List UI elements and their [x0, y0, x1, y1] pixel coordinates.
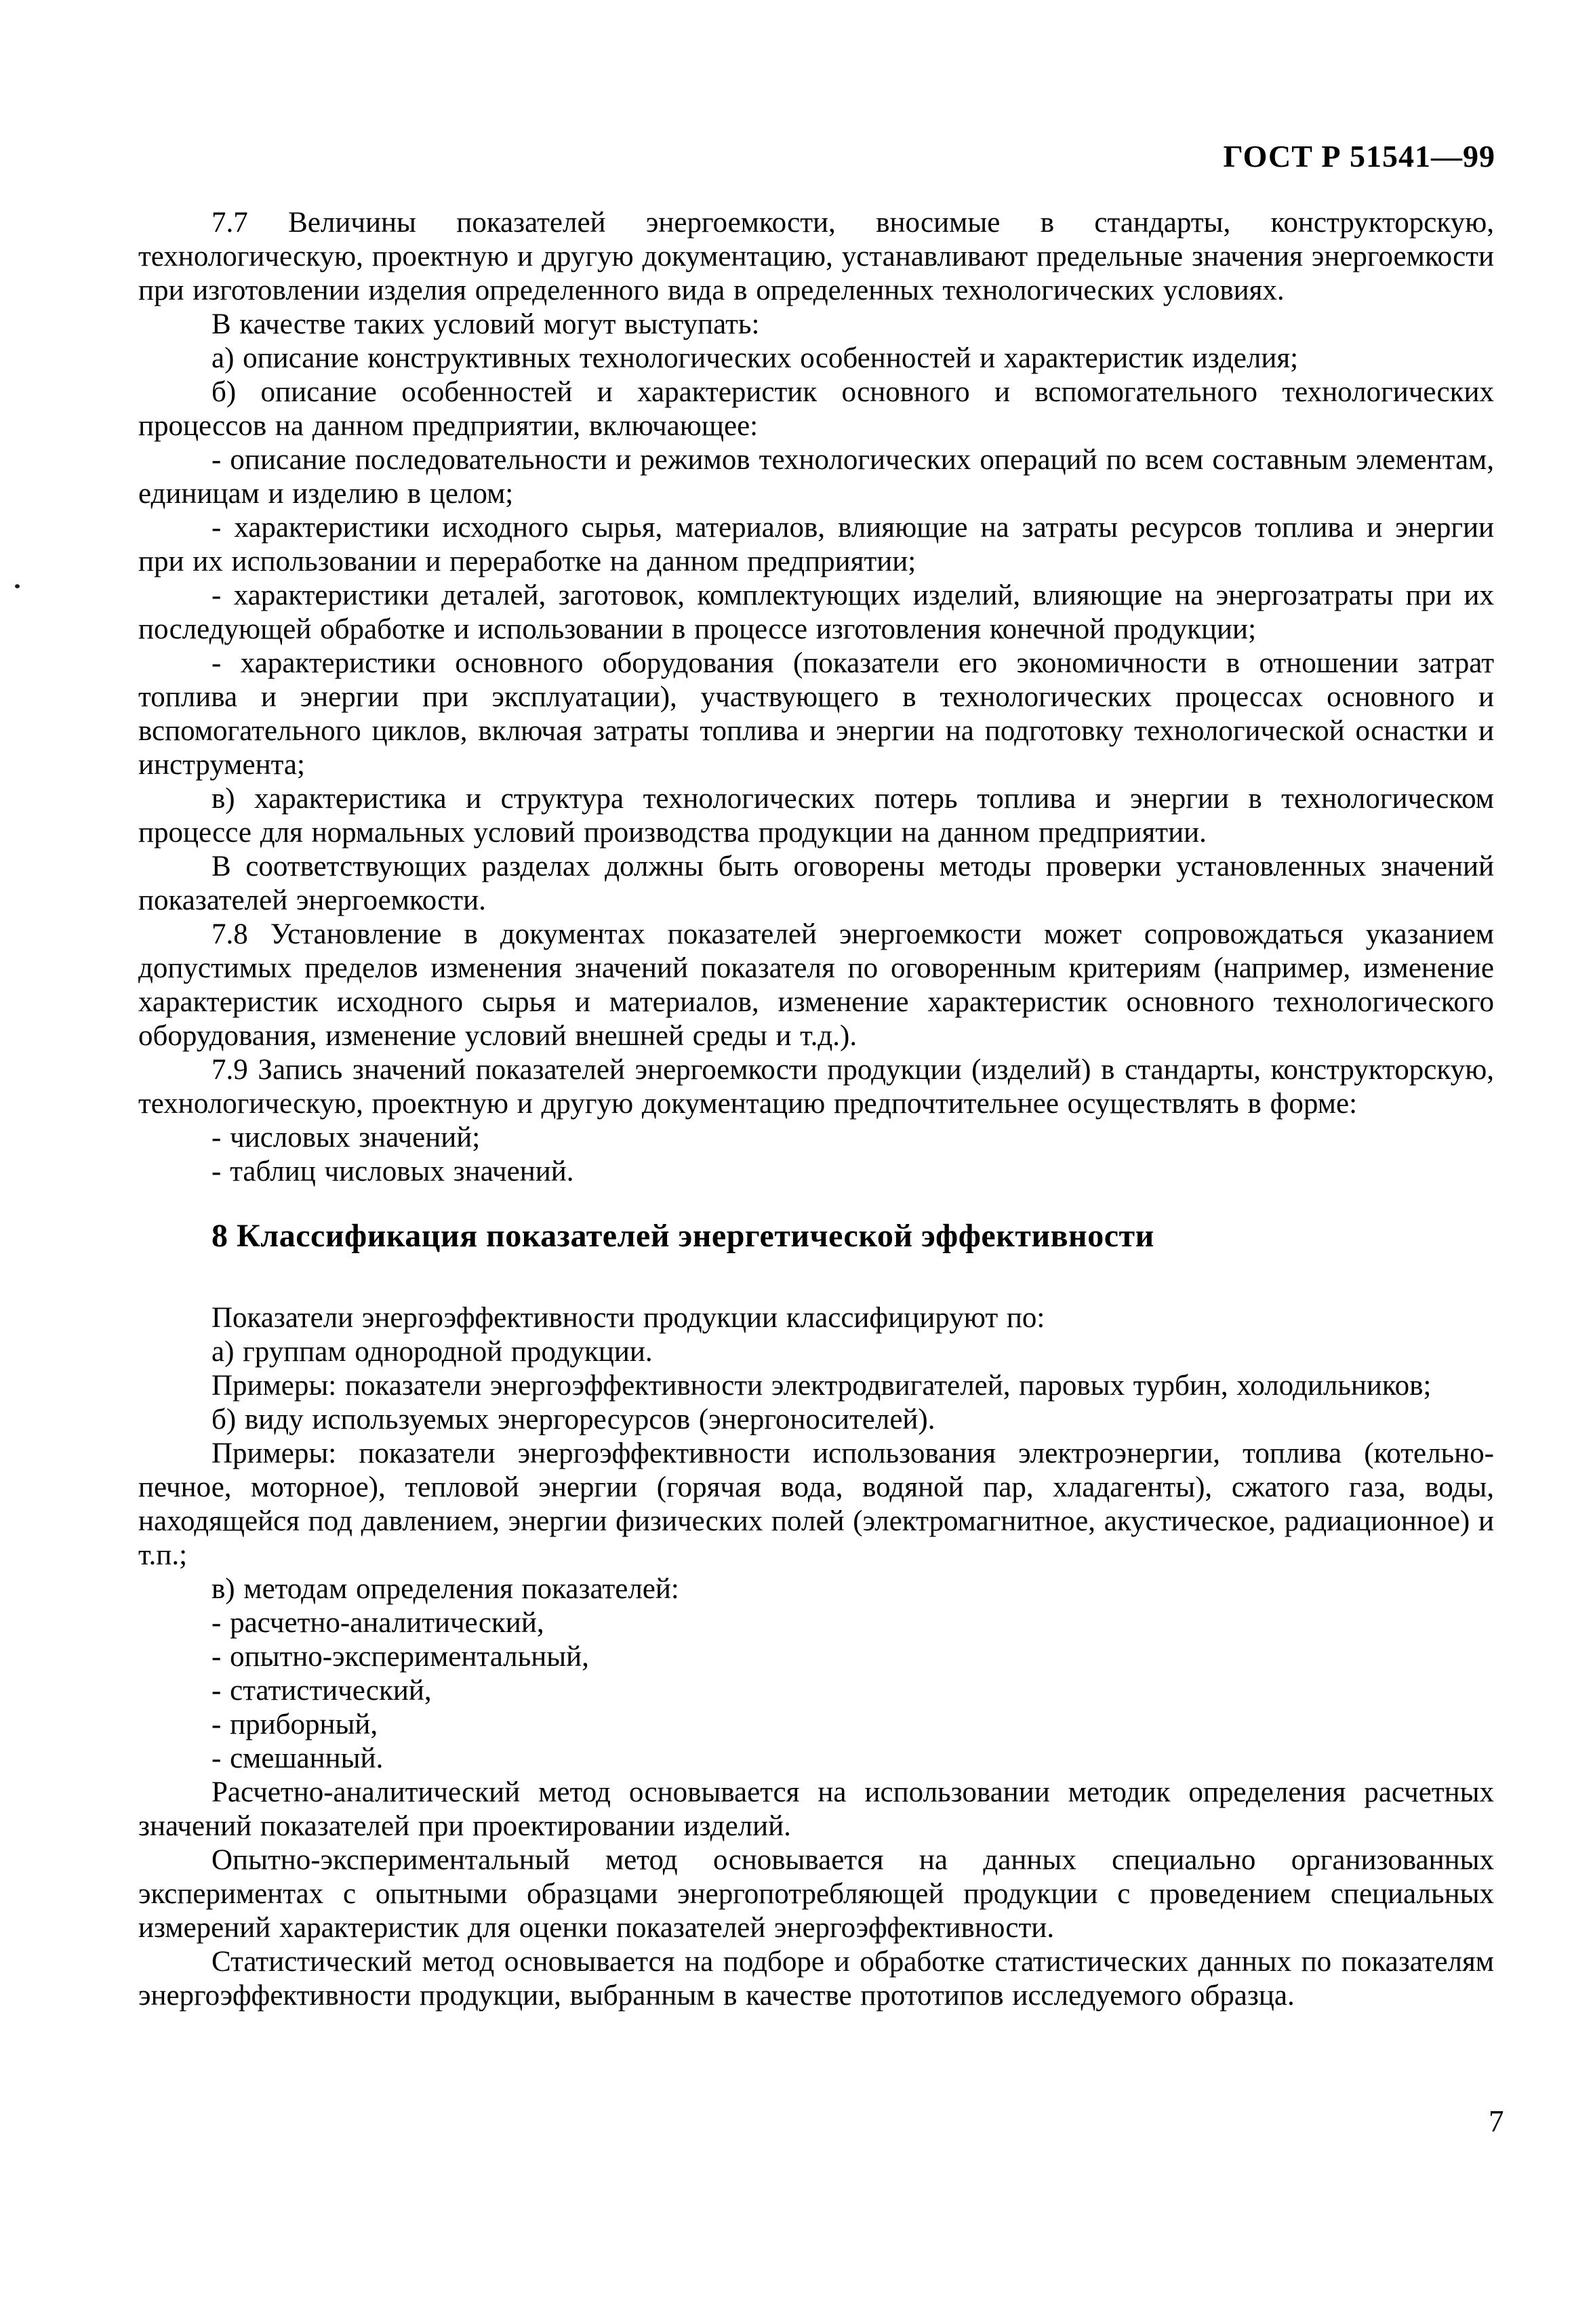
paragraph: - таблиц числовых значений.	[211, 1156, 574, 1187]
paragraph: 7.7 Величины показателей энергоемкости, вносимые в стандарты, конструкторскую, технологическую, проектную и другую документацию, устанавливают предельные значения энергоемкости при изготовлении изделия определенного вида в определенных технологических условиях.	[138, 207, 1494, 306]
paragraph: Примеры: показатели энергоэффективности электродвигателей, паровых турбин, холодильников;	[211, 1370, 1432, 1402]
paragraph: - описание последовательности и режимов технологических операций по всем составным элементам, единицам и изделию в целом;	[138, 444, 1494, 510]
paragraph: а) группам однородной продукции.	[211, 1336, 653, 1368]
paragraph: Показатели энергоэффективности продукции классифицируют по:	[211, 1302, 1045, 1334]
paragraph: 7.9 Запись значений показателей энергоемкости продукции (изделий) в стандарты, конструкторскую, технологическую, проектную и другую документацию предпочтительнее осуществлять в форме:	[138, 1054, 1494, 1120]
section-heading: 8 Классификация показателей энергетической эффективности	[211, 1218, 1154, 1254]
paragraph: Статистический метод основывается на подборе и обработке статистических данных по показателям энергоэффективности продукции, выбранным в качестве прототипов исследуемого образца.	[138, 1946, 1494, 2012]
paragraph: в) методам определения показателей:	[211, 1573, 679, 1605]
paragraph: Примеры: показатели энергоэффективности использования электроэнергии, топлива (котельно-печное, моторное), тепловой энергии (горячая вода, водяной пар, хладагенты), сжатого газа, воды, находящейся под давлением, энергии физических полей (электромагнитное, акустическое, радиационное) и т.п.;	[138, 1438, 1494, 1571]
paragraph: В качестве таких условий могут выступать:	[211, 308, 760, 340]
paragraph: в) характеристика и структура технологических потерь топлива и энергии в технологическом процессе для нормальных условий производства продукции на данном предприятии.	[138, 783, 1494, 849]
paragraph: а) описание конструктивных технологических особенностей и характеристик изделия;	[211, 342, 1299, 374]
paragraph: - характеристики основного оборудования (показатели его экономичности в отношении затрат топлива и энергии при эксплуатации), участвующего в технологических процессах основного и вспомогательного циклов, включая затраты топлива и энергии на подготовку технологической оснастки и инструмента;	[138, 647, 1494, 781]
standard-code: ГОСТ Р 51541—99	[1223, 139, 1495, 174]
paragraph: - опытно-экспериментальный,	[211, 1641, 589, 1673]
paragraph: - статистический,	[211, 1675, 432, 1707]
paragraph: 7.8 Установление в документах показателей энергоемкости может сопровождаться указанием допустимых пределов изменения значений показателя по оговоренным критериям (например, изменение характеристик исходного сырья и материалов, изменение характеристик основного технологического оборудования, изменение условий внешней среды и т.д.).	[138, 918, 1494, 1052]
paragraph: б) виду используемых энергоресурсов (энергоносителей).	[211, 1404, 935, 1435]
paragraph: - приборный,	[211, 1709, 378, 1740]
paragraph: - смешанный.	[211, 1742, 384, 1774]
page-number: 7	[1489, 2104, 1504, 2138]
paragraph: В соответствующих разделах должны быть оговорены методы проверки установленных значений показателей энергоемкости.	[138, 851, 1494, 916]
paragraph: - характеристики деталей, заготовок, комплектующих изделий, влияющие на энергозатраты при их последующей обработке и использовании в процессе изготовления конечной продукции;	[138, 579, 1494, 645]
paragraph: Опытно-экспериментальный метод основывается на данных специально организованных экспериментах с опытными образцами энергопотребляющей продукции с проведением специальных измерений характеристик для оценки показателей энергоэффективности.	[138, 1844, 1494, 1944]
document-content	[138, 206, 1494, 2013]
paragraph: - характеристики исходного сырья, материалов, влияющие на затраты ресурсов топлива и энергии при их использовании и переработке на данном предприятии;	[138, 512, 1494, 577]
paragraph: б) описание особенностей и характеристик основного и вспомогательного технологических процессов на данном предприятии, включающее:	[138, 376, 1494, 442]
paragraph: - расчетно-аналитический,	[211, 1607, 544, 1639]
paragraph: - числовых значений;	[211, 1122, 481, 1154]
paragraph: Расчетно-аналитический метод основывается на использовании методик определения расчетных значений показателей при проектировании изделий.	[138, 1776, 1494, 1842]
scan-speck-icon	[15, 584, 20, 588]
